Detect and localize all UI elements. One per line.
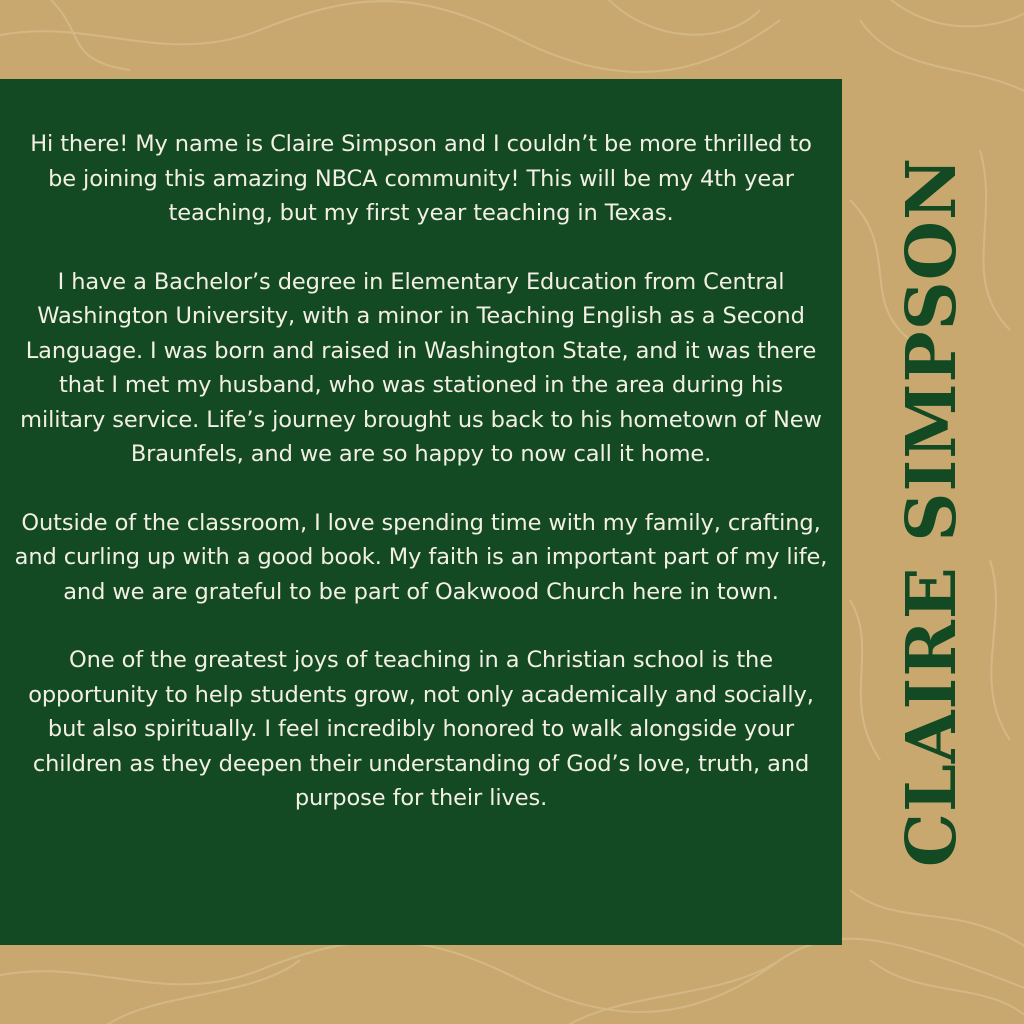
name-title: CLAIRE SIMPSON — [892, 156, 972, 868]
bio-paragraph-education: I have a Bachelor’s degree in Elementary Education from Central Washington University, with a minor in Teaching English as a Second Language. I was born and raised in Washington State, and it was there that I met my husband, who was stationed in the area during his military service. Life’s journey brought us back to his hometown of New Braunfels, and we are so happy to now call it home. — [20, 268, 822, 467]
bio-paragraph-hobbies: Outside of the classroom, I love spending time with my family, crafting, and curling up with a good book. My faith is an important part of my life, and we are grateful to be part of Oakwood Church here in town. — [14, 509, 828, 605]
bio-paragraph-teaching: One of the greatest joys of teaching in a Christian school is the opportunity to help students grow, not only academically and socially, but also spiritually. I feel incredibly honored to walk alongside your children as they deepen their understanding of God’s love, truth, and purpose for their lives. — [28, 647, 814, 811]
bio-panel — [0, 79, 842, 945]
bio-paragraph-intro: Hi there! My name is Claire Simpson and I couldn’t be more thrilled to be joining this amazing NBCA community! This will be my 4th year teaching, but my first year teaching in Texas. — [30, 131, 812, 226]
